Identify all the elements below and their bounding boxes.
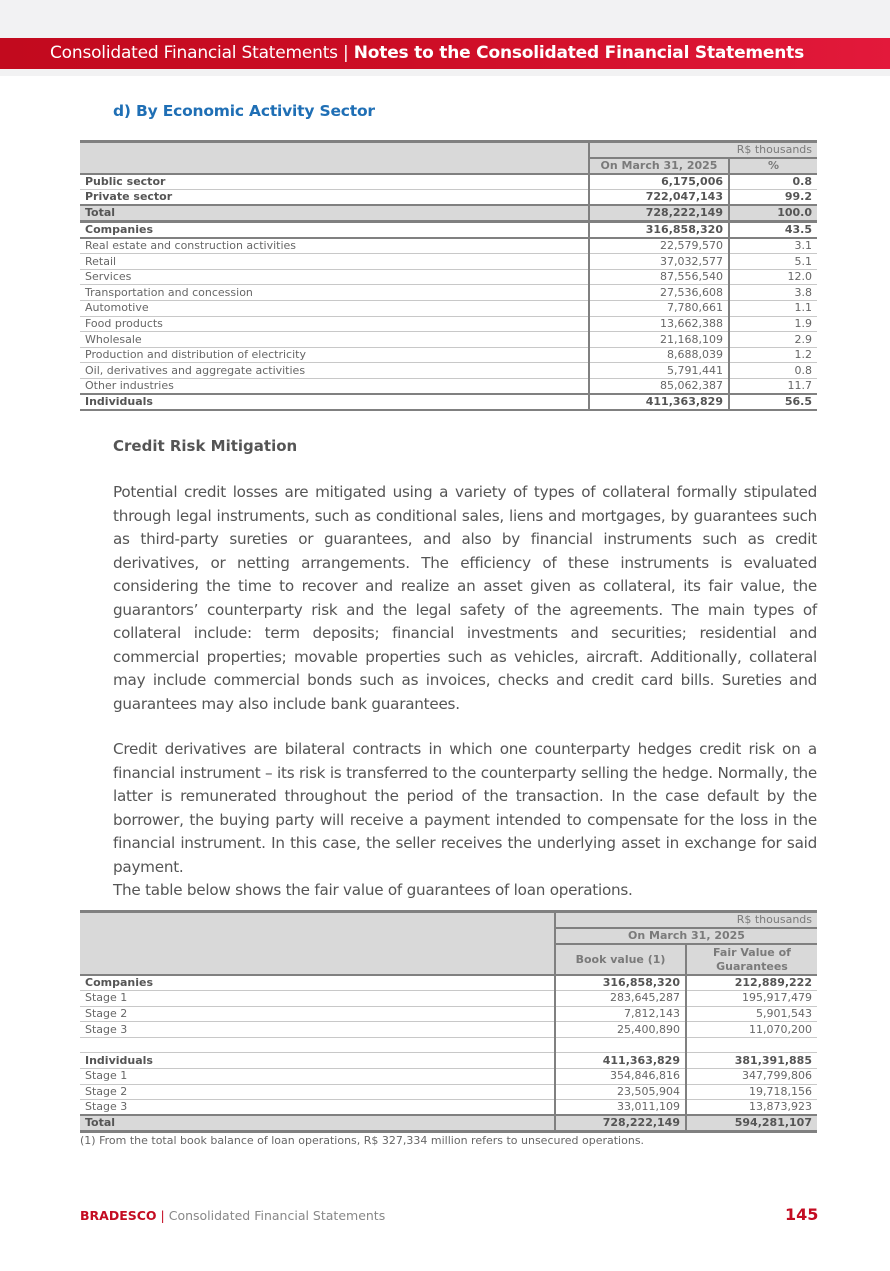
- header-divider: [0, 69, 890, 76]
- row-book-value: 7,812,143: [555, 1006, 686, 1022]
- row-percent: 11.7: [729, 379, 817, 395]
- row-book-value: 411,363,829: [555, 1053, 686, 1069]
- paragraph-table-intro: The table below shows the fair value of guarantees of loan operations.: [113, 881, 633, 899]
- row-label: Total: [80, 205, 589, 222]
- header-blank-cell: [80, 912, 555, 976]
- row-label: Total: [80, 1115, 555, 1132]
- table-row: [80, 379, 817, 395]
- table-row: [80, 174, 817, 190]
- table-row: [80, 332, 817, 348]
- table-row: [80, 285, 817, 301]
- row-value: 21,168,109: [589, 332, 729, 348]
- row-fair-value: 13,873,923: [686, 1100, 817, 1116]
- table-row: [80, 394, 817, 410]
- row-book-value: 25,400,890: [555, 1022, 686, 1038]
- footer-separator: |: [156, 1208, 169, 1223]
- section-title: d) By Economic Activity Sector: [113, 102, 375, 120]
- header-subsection: Notes to the Consolidated Financial Statements: [353, 43, 805, 63]
- paragraph-credit-derivatives: Credit derivatives are bilateral contracts in which one counterparty hedges credit risk on a financial instrument – its risk is transferred to the counterparty selling the hedge. Normally, the latter is remunerated throughout the period of the transaction. In the case default by the borrower, the buying party will receive a payment intended to compensate for the loss in the financial instrument. In this case, the seller receives the underlying asset in exchange for said payment.: [113, 740, 817, 876]
- row-fair-value: 195,917,479: [686, 991, 817, 1007]
- row-fair-value: 594,281,107: [686, 1115, 817, 1132]
- table-row: [80, 301, 817, 317]
- table-header-row: [80, 142, 817, 159]
- table-header-row: [80, 912, 817, 929]
- brand-name: BRADESCO: [80, 1208, 157, 1223]
- row-label: Stage 1: [80, 1069, 555, 1085]
- row-value: 7,780,661: [589, 301, 729, 317]
- row-percent: 1.1: [729, 301, 817, 317]
- table-row: [80, 316, 817, 332]
- page-footer: [80, 1208, 385, 1223]
- row-book-value: 354,846,816: [555, 1069, 686, 1085]
- row-book-value: [555, 1037, 686, 1053]
- row-book-value: 316,858,320: [555, 975, 686, 991]
- row-percent: 43.5: [729, 222, 817, 239]
- row-value: 13,662,388: [589, 316, 729, 332]
- credit-risk-title: Credit Risk Mitigation: [113, 437, 298, 455]
- column-header-date: On March 31, 2025: [589, 158, 729, 174]
- row-value: 5,791,441: [589, 363, 729, 379]
- row-book-value: 728,222,149: [555, 1115, 686, 1132]
- table-row: [80, 347, 817, 363]
- page-number: 145: [785, 1205, 819, 1224]
- row-percent: 56.5: [729, 394, 817, 410]
- row-percent: 2.9: [729, 332, 817, 348]
- table-row: [80, 254, 817, 270]
- row-label: Services: [80, 269, 589, 285]
- row-label: Companies: [80, 222, 589, 239]
- row-value: 27,536,608: [589, 285, 729, 301]
- row-label: Stage 3: [80, 1022, 555, 1038]
- row-percent: 0.8: [729, 363, 817, 379]
- table-row: [80, 1084, 817, 1100]
- row-value: 6,175,006: [589, 174, 729, 190]
- guarantees-table: [80, 910, 817, 1133]
- row-label: Companies: [80, 975, 555, 991]
- row-percent: 1.2: [729, 347, 817, 363]
- table-footnote: (1) From the total book balance of loan operations, R$ 327,334 million refers to unsecured operations.: [80, 1134, 645, 1147]
- row-label: Stage 2: [80, 1084, 555, 1100]
- row-value: 85,062,387: [589, 379, 729, 395]
- row-percent: 3.8: [729, 285, 817, 301]
- row-label: Wholesale: [80, 332, 589, 348]
- table-row: [80, 238, 817, 254]
- row-value: 87,556,540: [589, 269, 729, 285]
- row-percent: 12.0: [729, 269, 817, 285]
- sector-table: [80, 140, 817, 411]
- column-header-book-value: Book value (1): [555, 944, 686, 975]
- column-header-fair-value: Fair Value of Guarantees: [686, 944, 817, 975]
- table-row: [80, 205, 817, 222]
- table-row: [80, 991, 817, 1007]
- row-value: 722,047,143: [589, 190, 729, 206]
- table-row: [80, 222, 817, 239]
- column-header-period: On March 31, 2025: [555, 928, 817, 944]
- header-separator: |: [337, 43, 354, 63]
- table-row: [80, 1100, 817, 1116]
- top-margin: [0, 0, 890, 38]
- table-row: [80, 1006, 817, 1022]
- unit-label: R$ thousands: [555, 912, 817, 929]
- row-percent: 0.8: [729, 174, 817, 190]
- row-label: Real estate and construction activities: [80, 238, 589, 254]
- row-label: Individuals: [80, 1053, 555, 1069]
- footer-title: Consolidated Financial Statements: [168, 1208, 386, 1223]
- header-blank-cell: [80, 142, 589, 175]
- table-row: [80, 1115, 817, 1132]
- row-label: Oil, derivatives and aggregate activities: [80, 363, 589, 379]
- row-value: 8,688,039: [589, 347, 729, 363]
- row-label: Other industries: [80, 379, 589, 395]
- row-book-value: 23,505,904: [555, 1084, 686, 1100]
- table-row: [80, 363, 817, 379]
- row-percent: 5.1: [729, 254, 817, 270]
- row-value: 22,579,570: [589, 238, 729, 254]
- row-label: [80, 1037, 555, 1053]
- row-book-value: 33,011,109: [555, 1100, 686, 1116]
- table-row: [80, 1053, 817, 1069]
- row-book-value: 283,645,287: [555, 991, 686, 1007]
- row-fair-value: 19,718,156: [686, 1084, 817, 1100]
- paragraph-collateral: Potential credit losses are mitigated using a variety of types of collateral formally stipulated through legal instruments, such as conditional sales, liens and mortgages, by guarantees such as third-party sureties or guarantees, and also by financial instruments such as credit derivatives, or netting arrangements. The efficiency of these instruments is evaluated considering the time to recover and realize an asset given as collateral, its fair value, the guarantors’ counterparty risk and the legal safety of the agreements. The main types of collateral include: term deposits; financial investments and securities; residential and commercial properties; movable properties such as vehicles, aircraft. Additionally, collateral may include commercial bonds such as invoices, checks and credit card bills. Sureties and guarantees may also include bank guarantees.: [113, 483, 817, 713]
- table-row: [80, 1022, 817, 1038]
- row-percent: 3.1: [729, 238, 817, 254]
- row-value: 316,858,320: [589, 222, 729, 239]
- row-percent: 100.0: [729, 205, 817, 222]
- row-percent: 99.2: [729, 190, 817, 206]
- table-row: [80, 269, 817, 285]
- row-value: 728,222,149: [589, 205, 729, 222]
- page-header-banner: [0, 38, 890, 69]
- column-header-percent: %: [729, 158, 817, 174]
- row-label: Retail: [80, 254, 589, 270]
- row-label: Stage 1: [80, 991, 555, 1007]
- row-percent: 1.9: [729, 316, 817, 332]
- row-label: Transportation and concession: [80, 285, 589, 301]
- header-section: Consolidated Financial Statements: [50, 43, 338, 63]
- row-value: 37,032,577: [589, 254, 729, 270]
- row-fair-value: 381,391,885: [686, 1053, 817, 1069]
- row-label: Production and distribution of electricity: [80, 347, 589, 363]
- row-fair-value: 5,901,543: [686, 1006, 817, 1022]
- row-label: Individuals: [80, 394, 589, 410]
- unit-label: R$ thousands: [589, 142, 817, 159]
- row-label: Food products: [80, 316, 589, 332]
- table-row: [80, 975, 817, 991]
- table-row: [80, 190, 817, 206]
- row-label: Automotive: [80, 301, 589, 317]
- row-label: Private sector: [80, 190, 589, 206]
- row-fair-value: 212,889,222: [686, 975, 817, 991]
- row-label: Public sector: [80, 174, 589, 190]
- row-fair-value: [686, 1037, 817, 1053]
- table-row: [80, 1037, 817, 1053]
- row-label: Stage 3: [80, 1100, 555, 1116]
- row-value: 411,363,829: [589, 394, 729, 410]
- row-fair-value: 11,070,200: [686, 1022, 817, 1038]
- row-fair-value: 347,799,806: [686, 1069, 817, 1085]
- row-label: Stage 2: [80, 1006, 555, 1022]
- table-row: [80, 1069, 817, 1085]
